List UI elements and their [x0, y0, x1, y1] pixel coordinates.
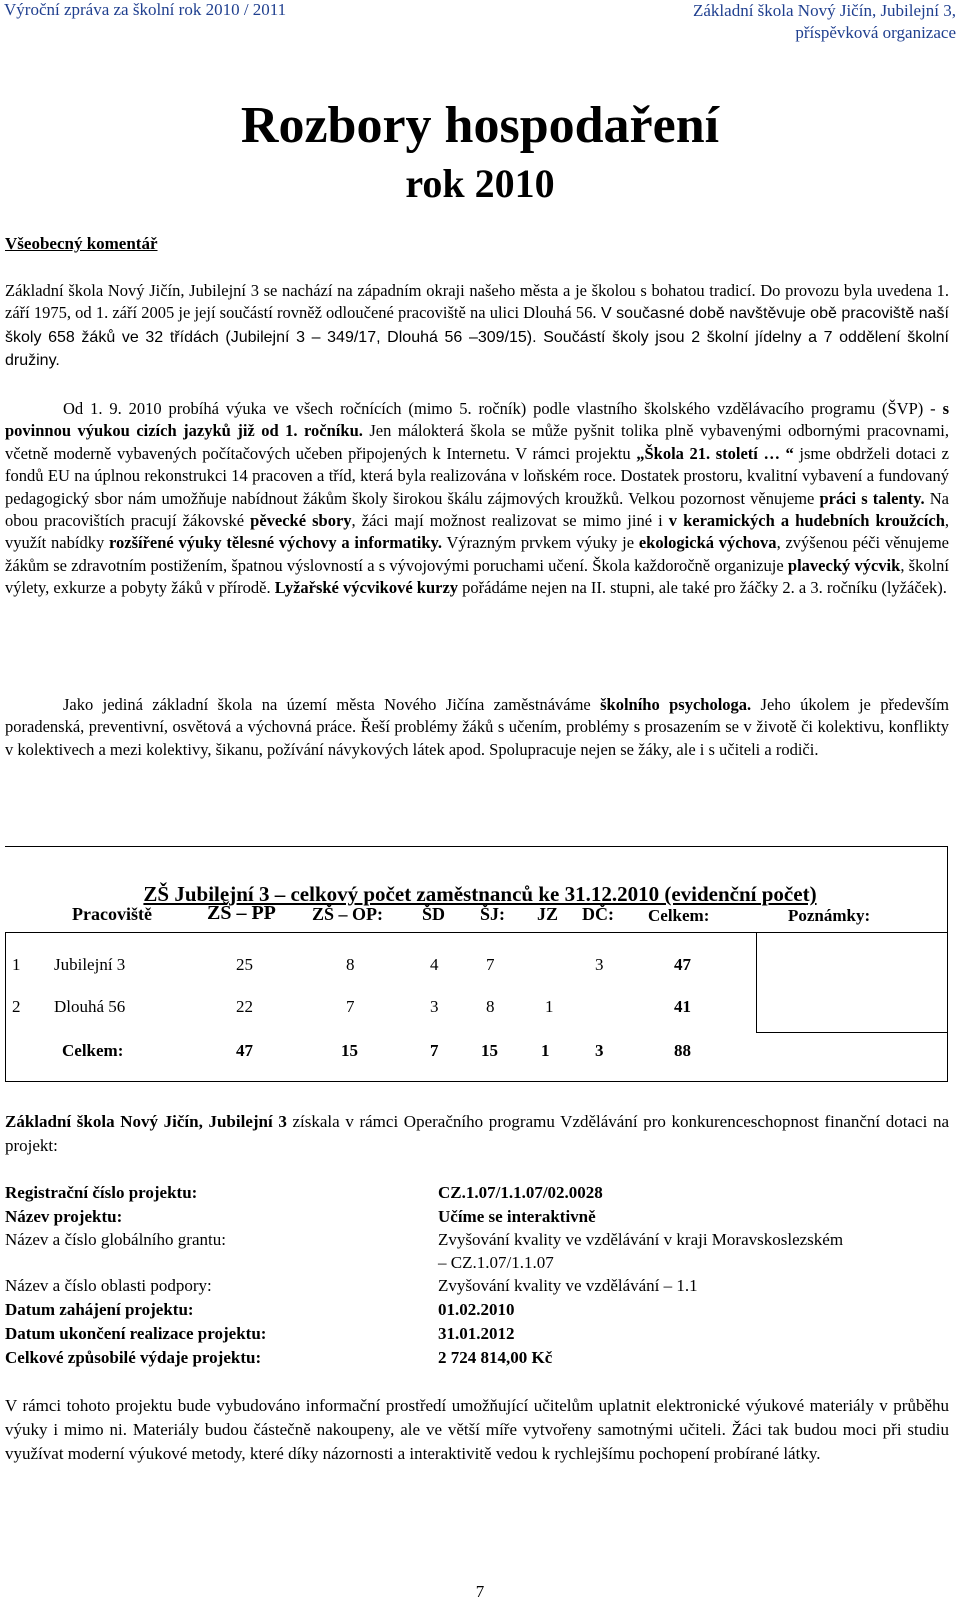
row-sj: 8	[486, 997, 495, 1016]
col-header-sd: ŠD	[422, 904, 446, 924]
table-left-border	[5, 932, 6, 1081]
section-heading: Všeobecný komentář	[5, 234, 158, 253]
table-notes-rule	[756, 1032, 947, 1033]
header-school-line2: příspěvková organizace	[795, 23, 956, 42]
project-start-value: 01.02.2010	[438, 1300, 515, 1319]
col-header-zs-pp: ZŠ – PP	[207, 902, 276, 924]
row-pp: 22	[236, 997, 253, 1016]
curr-bold-6: rozšířené výuky tělesné výchovy a informatiky.	[108, 533, 442, 553]
page-subtitle: rok 2010	[405, 161, 555, 206]
col-header-workplace: Pracoviště	[72, 904, 152, 924]
project-cost-value: 2 724 814,00 Kč	[438, 1348, 553, 1367]
col-header-dc: DČ:	[582, 904, 614, 924]
row-workplace: Jubilejní 3	[54, 955, 126, 974]
psychologist-paragraph	[5, 694, 949, 761]
curr-bold-4: pěvecké sbory	[250, 511, 352, 531]
project-intro-school: Základní škola Nový Jičín, Jubilejní 3	[5, 1112, 287, 1131]
curr-text-10: pořádáme nejen na II. stupni, ale také pro žáčky 2. a 3. ročníku (lyžáček).	[458, 578, 947, 598]
row-op: 7	[346, 997, 355, 1016]
project-reg-value: CZ.1.07/1.1.07/02.0028	[438, 1183, 603, 1202]
col-header-notes: Poznámky:	[788, 906, 871, 925]
curr-bold-3: práci s talenty.	[819, 488, 925, 508]
curr-text-1: Od 1. 9. 2010 probíhá výuka ve všech ročnících (mimo 5. ročník) podle vlastního školského vzdělávacího programu (ŠVP) -	[63, 399, 943, 418]
totals-total: 88	[674, 1041, 691, 1060]
project-grant-label: Název a číslo globálního grantu:	[5, 1230, 226, 1249]
psych-text-1: Jako jediná základní škola na území města Nového Jičína zaměstnáváme	[63, 695, 601, 714]
row-sd: 3	[430, 997, 439, 1016]
project-start-label: Datum zahájení projektu:	[5, 1300, 194, 1319]
curr-text-7: Výrazným prvkem výuky je	[441, 533, 639, 553]
row-total: 41	[674, 997, 691, 1016]
totals-sj: 15	[481, 1041, 498, 1060]
curr-bold-9: Lyžařské výcvikové kurzy	[274, 578, 459, 598]
curr-bold-7: ekologická výchova	[638, 533, 777, 553]
curr-text-5: , žáci mají možnost realizovat se mimo jiné i	[351, 511, 669, 531]
totals-dc: 3	[595, 1041, 604, 1060]
header-school-name	[693, 0, 956, 44]
psych-text-2: Jeho úkolem je především poradenská, preventivní, osvětová a výchovná práce. Řeší problémy žáků s učením, problémy s prosazením se v životě či kolektivu, konflikty v kolektivech a mezi kolektivy, šikanu, požívání návykových látek apod. Spolupracuje nejen se žáky, ale i s učiteli a rodiči.	[5, 695, 949, 759]
intro-text-a: Základní škola Nový Jičín, Jubilejní 3 se nachází na západním okraji našeho města a je školou s bohatou tradicí. Do provozu byla uvedena 1. září 1975, od 1. září 2005 je její součástí rovněž odloučené pracoviště na ulici Dlouhá 56.	[5, 281, 949, 323]
psych-bold-1: školního psychologa.	[600, 695, 752, 714]
col-header-zs-op: ZŠ – OP:	[312, 904, 384, 924]
project-end-value: 31.01.2012	[438, 1324, 515, 1343]
totals-op: 15	[341, 1041, 358, 1060]
totals-jz: 1	[541, 1041, 550, 1060]
curriculum-paragraph	[5, 398, 949, 600]
curr-bold-5: v keramických a hudebních kroužcích	[668, 511, 945, 531]
row-number: 2	[12, 997, 21, 1016]
curr-bold-8: plavecký výcvik	[787, 555, 901, 575]
curr-bold-1: s povinnou výukou cizích jazyků již od 1. ročníku.	[5, 399, 949, 441]
project-name-value: Učíme se interaktivně	[438, 1207, 596, 1226]
intro-paragraph	[5, 280, 949, 373]
project-area-value: Zvyšování kvality ve vzdělávání – 1.1	[438, 1276, 698, 1295]
table-notes-divider	[756, 932, 757, 1033]
closing-paragraph: V rámci tohoto projektu bude vybudováno informační prostředí umožňující učitelům uplatnit elektronické výukové materiály v průběhu výuky i mimo ni. Materiály budou částečně nakoupeny, ale ve větší míře vytvořeny samotnými učiteli. Žáci tak budou moci při studiu využívat moderní výukové metody, které díky názornosti a interaktivitě vedou k rychlejšímu pochopení probírané látky.	[5, 1396, 949, 1463]
project-reg-label: Registrační číslo projektu:	[5, 1183, 198, 1202]
curr-text-9: , školní výlety, exkurze a pobyty žáků v přírodě.	[5, 555, 950, 598]
curr-text-8: , zvýšenou péči věnujeme žákům se zdravotním postižením, špatnou výslovností a s vývojovými poruchami učení. Škola každoročně organizuje	[5, 533, 949, 575]
project-intro	[5, 1110, 949, 1158]
table-header-rule	[5, 932, 947, 933]
page-number: 7	[475, 1582, 485, 1601]
staff-table-title: ZŠ Jubilejní 3 – celkový počet zaměstnanců ke 31.12.2010 (evidenční počet)	[143, 882, 817, 906]
row-number: 1	[12, 955, 21, 974]
col-header-total: Celkem:	[648, 906, 710, 925]
curr-bold-2: „Škola 21. století … “	[636, 443, 794, 463]
header-report-title: Výroční zpráva za školní rok 2010 / 2011	[4, 0, 287, 19]
project-area-label: Název a číslo oblasti podpory:	[5, 1276, 212, 1295]
project-grant-value1: Zvyšování kvality ve vzdělávání v kraji Moravskoslezském	[438, 1230, 844, 1249]
curr-text-4: Na obou pracovištích pracují žákovské	[5, 488, 949, 531]
curr-text-3: jsme obdrželi dotaci z fondů EU na úplnou rekonstrukci 14 pracoven a tříd, která byla realizována v loňském roce. Dostatek prostoru, kvalitní vybavení a fundovaný pedagogický sbor nám umožňuje nabídnout žákům školy širokou škálu zájmových kroužků. Velkou pozornost věnujeme	[5, 443, 949, 508]
project-name-label: Název projektu:	[5, 1207, 123, 1226]
intro-text-b: V současné době navštěvuje obě pracoviště naší školy 658 žáků ve 32 třídách (Jubilejní 3 – 349/17, Dlouhá 56 –309/15). Součástí školy jsou 2 školní jídelny a 7 oddělení školní družiny.	[5, 305, 949, 370]
header-school-line1: Základní škola Nový Jičín, Jubilejní 3,	[693, 1, 956, 20]
row-dc: 3	[595, 955, 604, 974]
project-end-label: Datum ukončení realizace projektu:	[5, 1324, 267, 1343]
col-header-jz: JZ	[537, 904, 559, 924]
totals-sd: 7	[430, 1041, 439, 1060]
totals-pp: 47	[236, 1041, 253, 1060]
project-grant-value2: – CZ.1.07/1.1.07	[438, 1253, 554, 1272]
totals-label: Celkem:	[62, 1041, 124, 1060]
row-workplace: Dlouhá 56	[54, 997, 126, 1016]
row-jz: 1	[545, 997, 554, 1016]
page-title: Rozbory hospodaření	[240, 97, 720, 154]
row-pp: 25	[236, 955, 253, 974]
row-total: 47	[674, 955, 691, 974]
row-op: 8	[346, 955, 355, 974]
project-intro-text: získala v rámci Operačního programu Vzdělávání pro konkurenceschopnost finanční dotaci na projekt:	[5, 1112, 950, 1155]
curr-text-6: , využít nabídky	[5, 511, 949, 553]
row-sd: 4	[430, 955, 439, 974]
project-cost-label: Celkové způsobilé výdaje projektu:	[5, 1348, 262, 1367]
row-sj: 7	[486, 955, 495, 974]
col-header-sj: ŠJ:	[480, 904, 506, 924]
curr-text-2: Jen málokterá škola se může pyšnit tolika plně vybavenými odbornými pracovnami, včetně moderně vybavených počítačových učeben připojených k Internetu. V rámci projektu	[5, 421, 949, 463]
